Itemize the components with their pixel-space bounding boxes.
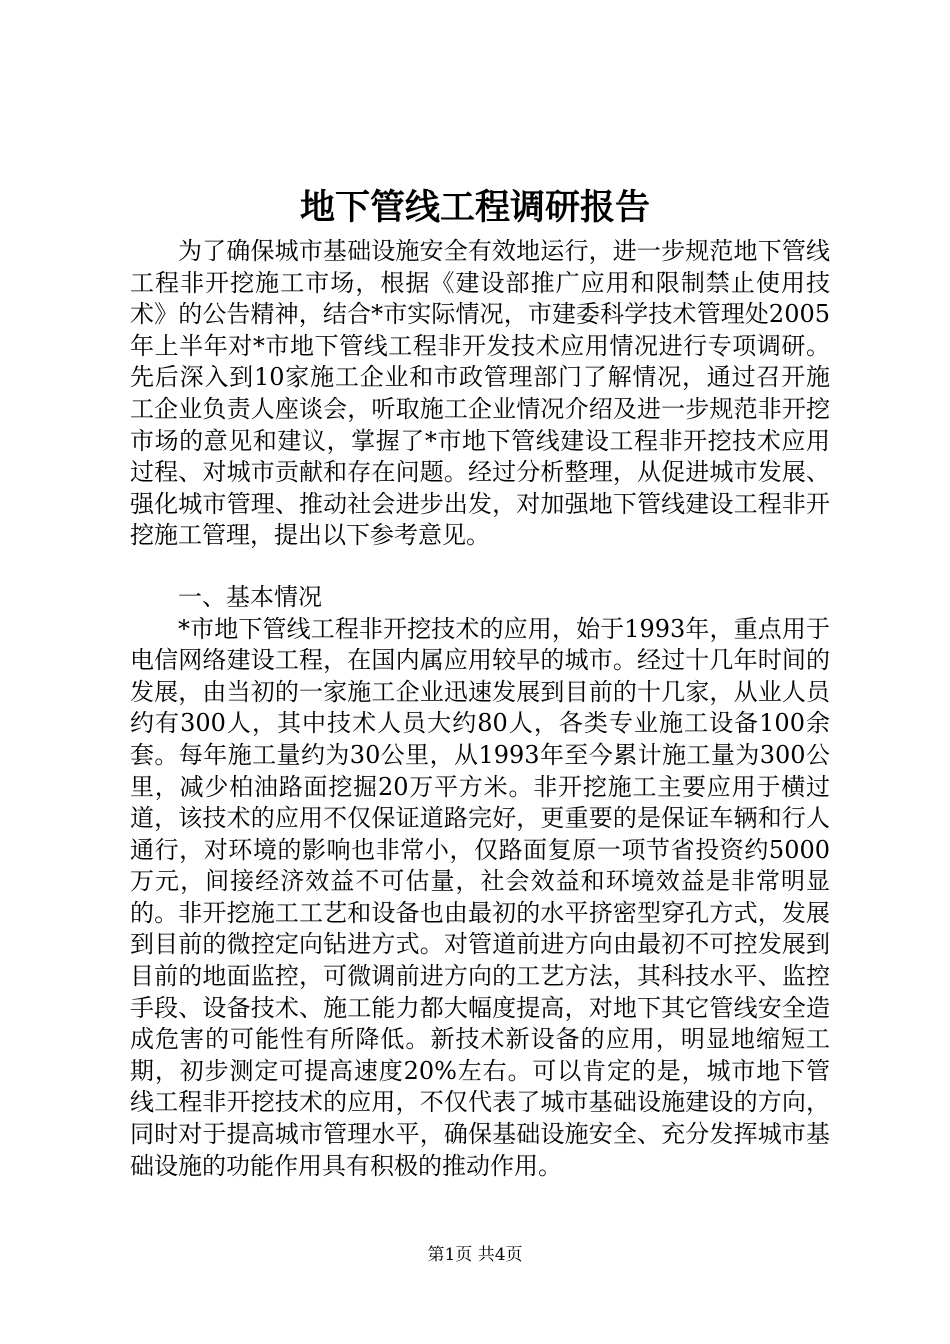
section-heading-basic-situation: 一、基本情况 bbox=[178, 582, 322, 611]
intro-paragraph: 为了确保城市基础设施安全有效地运行，进一步规范地下管线工程非开挖施工市场，根据《建设部推广应用和限制禁止使用技术》的公告精神，结合*市实际情况，市建委科学技术管理处2005年上半年对*市地下管线工程非开发技术应用情况进行专项调研。先后深入到10家施工企业和市政管理部门了解情况，通过召开施工企业负责人座谈会，听取施工企业情况介绍及进一步规范非开挖市场的意见和建议，掌握了*市地下管线建设工程非开挖技术应用过程、对城市贡献和存在问题。经过分析整理，从促进城市发展、强化城市管理、推动社会进步出发，对加强地下管线建设工程非开挖施工管理，提出以下参考意见。 bbox=[130, 237, 830, 550]
document-body bbox=[130, 236, 830, 1182]
document-title: 地下管线工程调研报告 bbox=[299, 187, 650, 228]
section-paragraph-basic-situation: *市地下管线工程非开挖技术的应用，始于1993年，重点用于电信网络建设工程，在国内属应用较早的城市。经过十几年时间的发展，由当初的一家施工企业迅速发展到目前的十几家，从业人员约有300人，其中技术人员大约80人，各类专业施工设备100余套。每年施工量约为30公里，从1993年至今累计施工量为300公里，减少柏油路面挖掘20万平方米。非开挖施工主要应用于横过道，该技术的应用不仅保证道路完好，更重要的是保证车辆和行人通行，对环境的影响也非常小，仅路面复原一项节省投资约5000万元，间接经济效益不可估量，社会效益和环境效益是非常明显的。非开挖施工工艺和设备也由最初的水平挤密型穿孔方式，发展到目前的微控定向钻进方式。对管道前进方向由最初不可控发展到目前的地面监控，可微调前进方向的工艺方法，其科技水平、监控手段、设备技术、施工能力都大幅度提高，对地下其它管线安全造成危害的可能性有所降低。新技术新设备的应用，明显地缩短工期，初步测定可提高速度20%左右。可以肯定的是，城市地下管线工程非开挖技术的应用，不仅代表了城市基础设施建设的方向，同时对于提高城市管理水平，确保基础设施安全、充分发挥城市基础设施的功能作用具有积极的推动作用。 bbox=[130, 614, 830, 1180]
page-number-footer: 第1页 共4页 bbox=[427, 1245, 523, 1265]
